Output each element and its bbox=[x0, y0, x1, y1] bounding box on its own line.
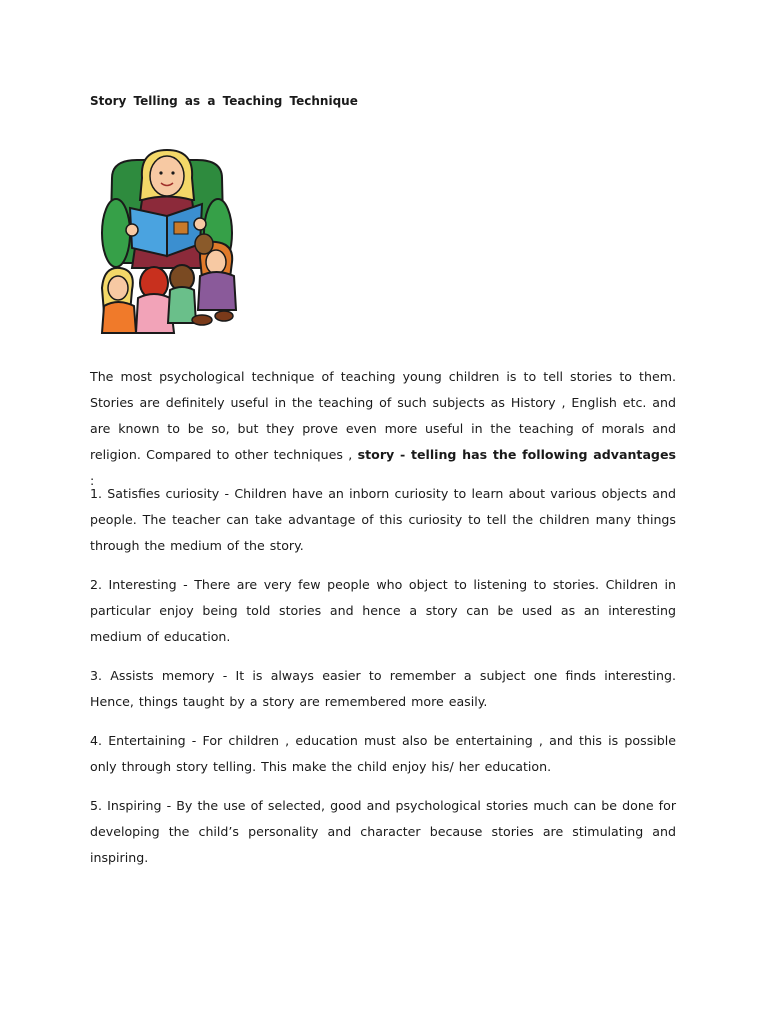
advantage-item-3: 3. Assists memory - It is always easier to remember a subject one finds interesting. Hence, things taught by a story are remembered more easily. bbox=[90, 668, 676, 709]
intro-bold-text: story - telling has the following advantages bbox=[357, 447, 676, 462]
advantage-item-5: 5. Inspiring - By the use of selected, good and psychological stories much can be done for developing the child’s personality and character because stories are stimulating and inspiring. bbox=[90, 798, 676, 865]
intro-text: The most psychological technique of teaching young children is to tell stories to them. Stories are definitely useful in the teaching of such subjects as History , English etc. and are known to be so, but they prove even more useful in the teaching of morals and religion. Compared to other techniques , bbox=[90, 369, 676, 462]
advantage-item-2: 2. Interesting - There are very few people who object to listening to stories. Children in particular enjoy being told stories and hence a story can be used as an interesting medium of education. bbox=[90, 577, 676, 644]
intro-text-end: : bbox=[90, 473, 95, 488]
teacher-reading-to-children-illustration bbox=[92, 138, 244, 346]
advantage-item-1: 1. Satisfies curiosity - Children have an inborn curiosity to learn about various objects and people. The teacher can take advantage of this curiosity to tell the children many things through the medium of the story. bbox=[90, 486, 676, 553]
document-title: Story Telling as a Teaching Technique bbox=[90, 94, 358, 108]
advantage-item-4: 4. Entertaining - For children , education must also be entertaining , and this is possible only through story telling. This make the child enjoy his/ her education. bbox=[90, 733, 676, 774]
intro-paragraph bbox=[90, 364, 676, 494]
